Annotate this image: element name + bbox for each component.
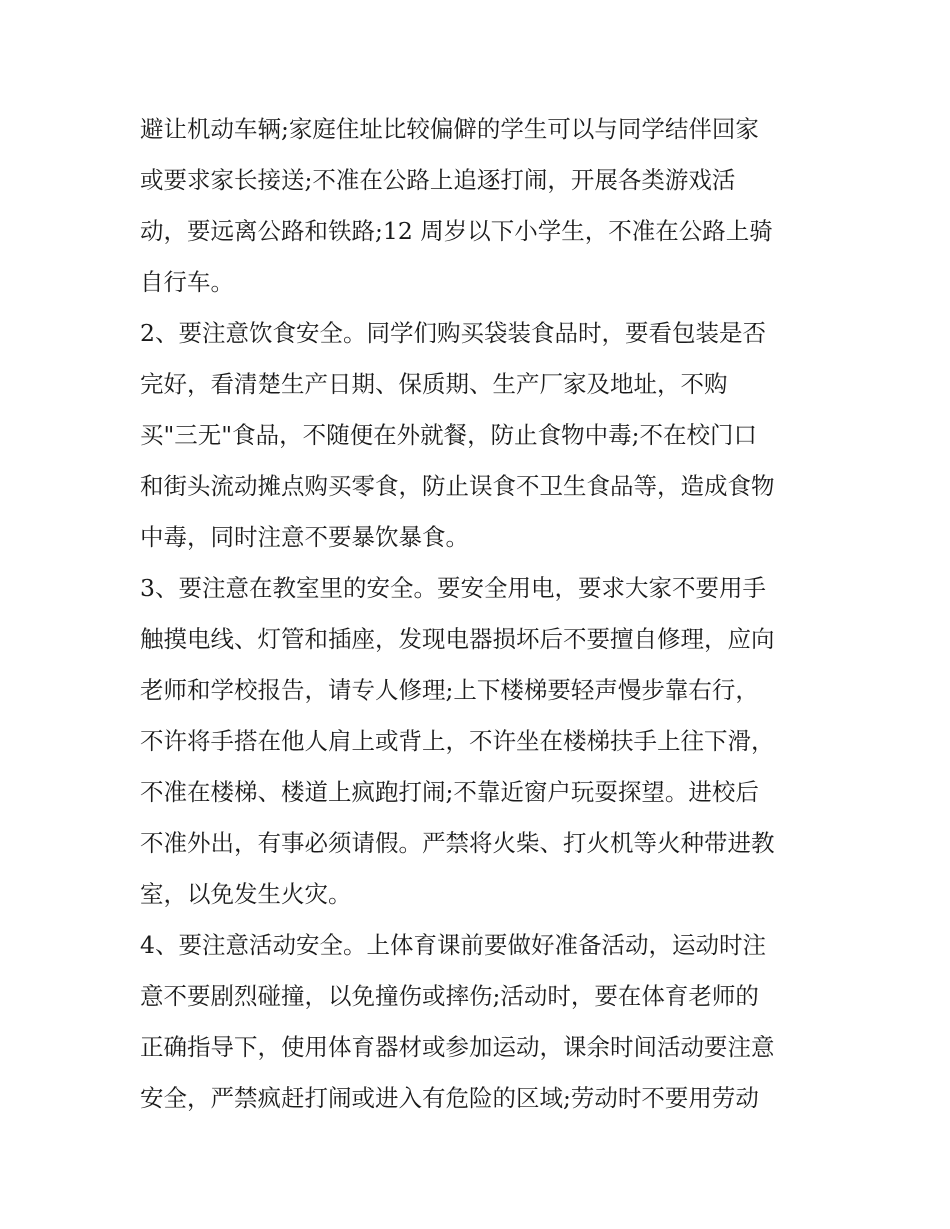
text-line: 自行车。 xyxy=(140,268,234,296)
text-line: 2、要注意饮食安全。同学们购买袋装食品时，要看包装是否 xyxy=(140,319,766,347)
text-line: 动，要远离公路和铁路;12 周岁以下小学生，不准在公路上骑 xyxy=(140,217,773,245)
text-line: 不准在楼梯、楼道上疯跑打闹;不靠近窗户玩耍探望。进校后 xyxy=(140,778,759,806)
text-line: 完好，看清楚生产日期、保质期、生产厂家及地址，不购 xyxy=(140,370,728,398)
text-line: 3、要注意在教室里的安全。要安全用电，要求大家不要用手 xyxy=(140,574,766,602)
text-line: 室，以免发生火灾。 xyxy=(140,880,352,908)
text-line: 和街头流动摊点购买零食，防止误食不卫生食品等，造成食物 xyxy=(140,472,775,500)
text-line: 中毒，同时注意不要暴饮暴食。 xyxy=(140,523,469,551)
document-body xyxy=(140,104,820,1124)
text-line: 避让机动车辆;家庭住址比较偏僻的学生可以与同学结伴回家 xyxy=(140,115,759,143)
text-line: 触摸电线、灯管和插座，发现电器损坏后不要擅自修理，应向 xyxy=(140,625,775,653)
text-line: 买"三无"食品，不随便在外就餐，防止食物中毒;不在校门口 xyxy=(140,421,758,449)
text-line: 老师和学校报告，请专人修理;上下楼梯要轻声慢步靠右行， xyxy=(140,676,759,704)
text-line: 或要求家长接送;不准在公路上追逐打闹，开展各类游戏活 xyxy=(140,166,736,194)
text-line: 4、要注意活动安全。上体育课前要做好准备活动，运动时注 xyxy=(140,931,766,959)
text-line: 不准外出，有事必须请假。严禁将火柴、打火机等火种带进教 xyxy=(140,829,775,857)
text-line: 正确指导下，使用体育器材或参加运动，课余时间活动要注意 xyxy=(140,1033,775,1061)
text-line: 意不要剧烈碰撞，以免撞伤或摔伤;活动时，要在体育老师的 xyxy=(140,982,759,1010)
text-line: 安全，严禁疯赶打闹或进入有危险的区域;劳动时不要用劳动 xyxy=(140,1084,759,1112)
text-line: 不许将手搭在他人肩上或背上，不许坐在楼梯扶手上往下滑， xyxy=(140,727,775,755)
